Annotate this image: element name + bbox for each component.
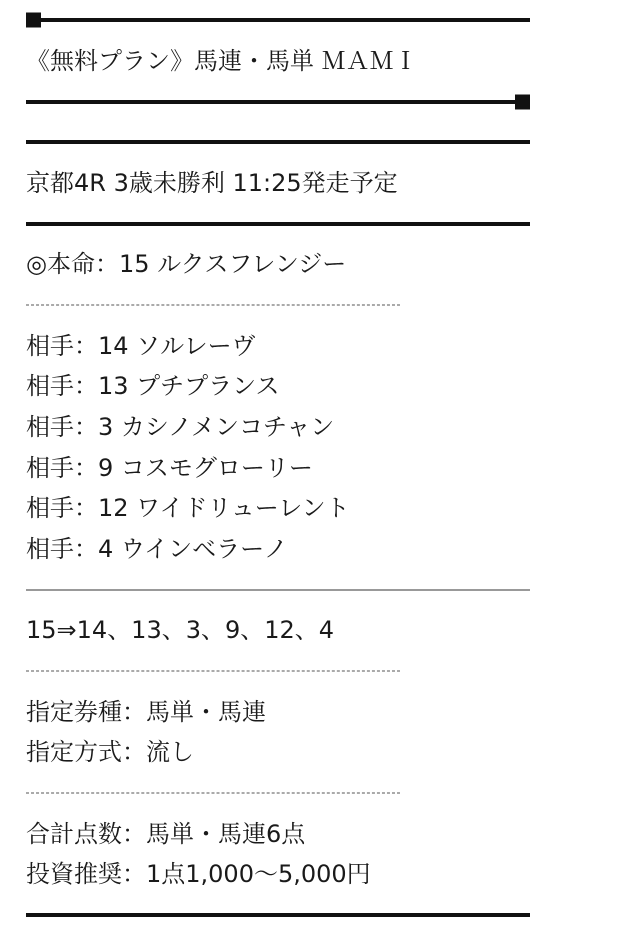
total-points: 合計点数：馬単・馬連6点 bbox=[26, 819, 306, 848]
aite-row bbox=[26, 407, 530, 448]
aite-pick: 相手：13 プチプランス bbox=[26, 372, 280, 401]
ticket-method-row bbox=[26, 732, 530, 773]
aite-row bbox=[26, 529, 530, 570]
rule-square-right bbox=[515, 94, 530, 109]
race-info-row bbox=[26, 163, 530, 204]
race-info: 京都4R 3歳未勝利 11:25発走予定 bbox=[26, 168, 398, 197]
title-bottom-rule bbox=[26, 81, 530, 122]
dashed-divider bbox=[26, 671, 400, 672]
aite-pick: 相手：9 コスモグローリー bbox=[26, 453, 313, 482]
thin-divider bbox=[26, 589, 530, 590]
investment-row bbox=[26, 854, 530, 895]
ticket-type: 指定券種：馬単・馬連 bbox=[26, 697, 266, 726]
aite-pick: 相手：12 ワイドリューレント bbox=[26, 494, 350, 523]
prediction-document bbox=[26, 0, 530, 936]
aite-pick: 相手：14 ソルレーヴ bbox=[26, 331, 256, 360]
investment-recommendation: 投資推奨：1点1,000〜5,000円 bbox=[26, 860, 371, 889]
dashed-separator bbox=[26, 773, 530, 814]
total-points-row bbox=[26, 814, 530, 855]
ticket-method: 指定方式：流し bbox=[26, 738, 194, 767]
plan-title-row bbox=[26, 41, 530, 82]
aite-row bbox=[26, 448, 530, 489]
aite-row bbox=[26, 326, 530, 367]
dashed-separator bbox=[26, 285, 530, 326]
aite-pick: 相手：4 ウインベラーノ bbox=[26, 534, 288, 563]
ticket-type-row bbox=[26, 692, 530, 733]
aite-row bbox=[26, 488, 530, 529]
aite-pick: 相手：3 カシノメンコチャン bbox=[26, 412, 335, 441]
formation-line: 15⇒14、13、3、9、12、4 bbox=[26, 616, 335, 645]
honmei-pick: ◎本命：15 ルクスフレンジー bbox=[26, 250, 347, 279]
honmei-row bbox=[26, 244, 530, 285]
plan-title: 《無料プラン》馬連・馬単 ＭＡＭＩ bbox=[26, 46, 418, 75]
bottom-rule bbox=[26, 895, 530, 936]
heavy-divider bbox=[26, 913, 530, 917]
dashed-divider bbox=[26, 305, 400, 306]
heavy-divider bbox=[38, 18, 530, 22]
aite-row bbox=[26, 366, 530, 407]
dashed-divider bbox=[26, 793, 400, 794]
formation-row bbox=[26, 610, 530, 651]
dashed-separator bbox=[26, 651, 530, 692]
heavy-divider bbox=[26, 100, 516, 104]
thin-separator bbox=[26, 570, 530, 611]
race-bottom-rule bbox=[26, 203, 530, 244]
race-top-rule bbox=[26, 122, 530, 163]
heavy-divider bbox=[26, 140, 530, 144]
top-rule bbox=[26, 0, 530, 41]
heavy-divider bbox=[26, 222, 530, 226]
